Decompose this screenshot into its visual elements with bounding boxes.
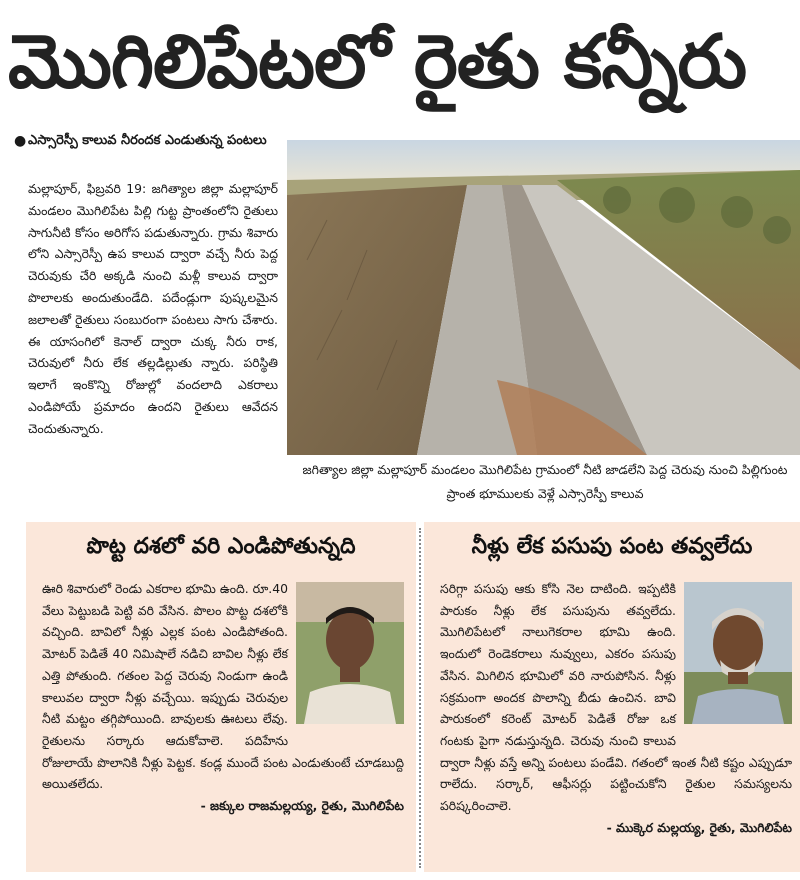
- canal-photo: [287, 140, 800, 455]
- headline: మొగిలిపేటలో రైతు కన్నీరు: [8, 19, 747, 105]
- left-box-text: ఊరి శివారులో రెండు ఎకరాల భూమి ఉంది. రూ.40 వేలు పెట్టుబడి పెట్టి వరి వేసిన. పొలం పొట్ట దశలోకి వచ్చింది. బావిలో నీళ్లు ఎల్లక పంట ఎండిపోతంది. మోటర్ పెడితే 40 నిమిషాలే నడిచి బావిల నీళ్లు లేక ఎత్తి పోతుంది. గతంల పెద్ద చెరువు నిండుగా ఉండి కాలువల ద్వారా నీళ్లు వచ్చేయి. ఇప్పుడు చెరువుల నీటి మట్టం తగ్గిపోయింది. బావులకు ఊటలు లేవు. రైతులను సర్కారు ఆదుకోవాలె. పదిహేను రోజులాయే పొలానికి నీళ్లు పెట్టక. కండ్ల ముందే పంట ఎండుతుంటే చూడబుద్ది అయితలేదు.: [42, 581, 404, 792]
- photo-caption: జగిత్యాల జిల్లా మల్లాపూర్ మండలం మొగిలిపేట గ్రామంలో నీటి జాడలేని పెద్ద చెరువు నుంచి పిల్లిగుంట ప్రాంత భూములకు వెళ్లే ఎస్సారెస్పీ కాలువ: [302, 462, 788, 501]
- subheadline-text: ఎస్సారెస్పీ కాలువ నీరందక ఎండుతున్న పంటలు: [28, 133, 267, 148]
- left-box-title: పొట్ట దశలో వరి ఎండిపోతున్నది: [86, 534, 356, 559]
- right-box-body: [440, 578, 792, 838]
- bullet-icon: ●: [14, 133, 27, 149]
- right-box-title: నీళ్లు లేక పసుపు పంట తవ్వలేదు: [471, 534, 753, 559]
- farmer-portrait-left: [296, 582, 404, 724]
- column-divider: [419, 528, 422, 868]
- right-box-signature: - ముక్కెర మల్లయ్య, రైతు, మొగిలిపేట: [606, 819, 792, 835]
- farmer-quote-left: [26, 522, 416, 872]
- farmer-quote-right: [424, 522, 800, 872]
- right-box-text: సరిగ్గా పసుపు ఆకు కోసి నెల దాటింది. ఇప్పటికి పారుకం నీళ్లు లేక పసుపును తవ్వలేదు. మొగిలిపేటలో నాలుగెకరాల భూమి ఉంది. ఇందులో రెండెకరాలు నువ్వులు, ఎకరం పసుపు వేసిన. మిగిలిన భూమిలో వరి నారుపోసిన. నీళ్లు సక్రమంగా అందక పొలాన్ని బీడు ఉంచిన. బావి పారుకంలో కరెంట్ మోటర్ పెడితే రోజు ఒక గంటకు పైగా నడుస్తున్నది. చెరువు నుంచి కాలువ ద్వారా నీళ్లు వస్తే అన్ని పంటలు పండేవి. గతంలో ఇంత నీటి కష్టం ఎప్పుడూ రాలేదు. సర్కార్, ఆఫీసర్లు పట్టించుకోని రైతుల సమస్యలను పరిష్కరించాలె.: [440, 581, 792, 814]
- subheadline: [14, 130, 273, 152]
- lede-paragraph: మల్లాపూర్, ఫిబ్రవరి 19: జగిత్యాల జిల్లా మల్లాపూర్ మండలం మొగిలిపేట పిల్లి గుట్ట ప్రాంతంలోని రైతులు సాగునీటి కోసం అరిగోస పడుతున్నారు. గ్రామ శివారు లోని ఎస్సారెస్పీ ఉప కాలువ ద్వారా వచ్చే నీరు పెద్ద చెరువుకు చేరి అక్కడి నుంచి మళ్లీ కాలువ ద్వారా పొలాలకు అందుతుండేది. పదేండ్లుగా పుష్కలమైన జలాలతో రైతులు సంబురంగా పంటలు సాగు చేశారు. ఈ యాసంగిలో కెనాల్ ద్వారా చుక్క నీరు రాక, చెరువులో నీరు లేక తల్లడిల్లుతు న్నారు. పరిస్థితి ఇలాగే ఇంకొన్ని రోజుల్లో వందలాది ఎకరాలు ఎండిపోయే ప్రమాదం ఉందని రైతులు ఆవేదన చెందుతున్నారు.: [28, 181, 278, 436]
- left-box-signature: - జక్కుల రాజమల్లయ్య, రైతు, మొగిలిపేట: [200, 798, 404, 814]
- left-box-body: [42, 578, 404, 817]
- farmer-portrait-right: [684, 582, 792, 724]
